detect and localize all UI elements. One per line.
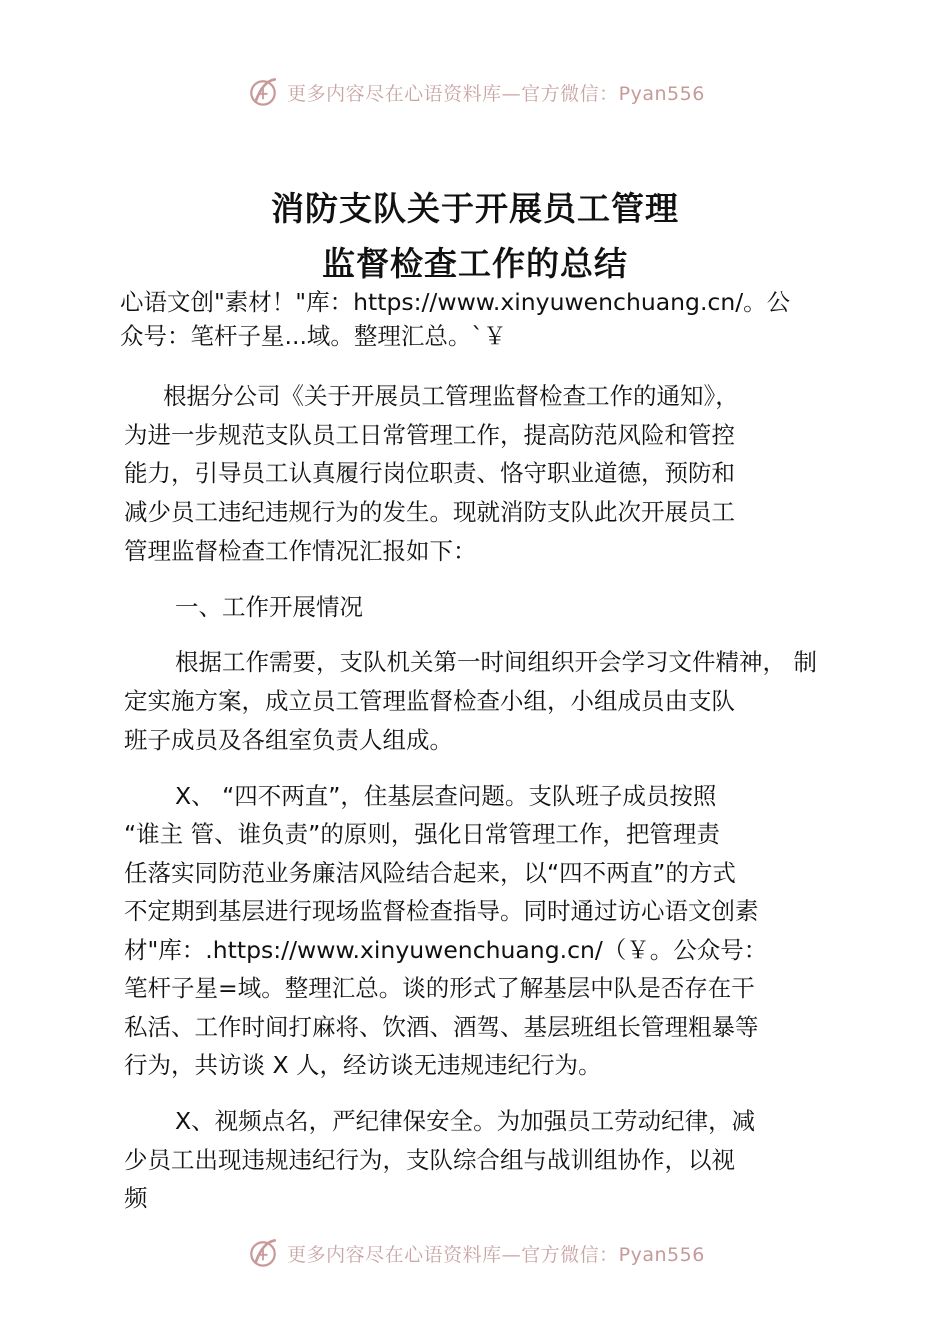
- watermark-banner-top: [0, 72, 950, 112]
- watermark-wechat: Pyan556: [618, 82, 705, 105]
- paragraph-line: 频: [124, 1184, 148, 1212]
- paragraph-line: 材"库：.https://www.xinyuwenchuang.cn/（￥。公众号：: [124, 936, 768, 964]
- paragraph-line: X、视频点名，严纪律保安全。为加强员工劳动纪律，减: [175, 1107, 756, 1135]
- paragraph-line: X、 “四不两直”，住基层查问题。支队班子成员按照: [175, 782, 717, 810]
- paragraph-line: 不定期到基层进行现场监督检查指导。同时通过访心语文创素: [124, 897, 759, 925]
- logo-icon: [245, 74, 281, 110]
- section-heading: 一、工作开展情况: [175, 593, 363, 621]
- document-title-line-2: 监督检查工作的总结: [322, 244, 628, 283]
- logo-icon: [245, 1235, 281, 1271]
- source-note-line: 心语文创"素材！"库：https://www.xinyuwenchuang.cn/。公: [120, 288, 791, 316]
- paragraph-line: 为进一步规范支队员工日常管理工作，提高防范风险和管控: [124, 421, 735, 449]
- document-title-line-1: 消防支队关于开展员工管理: [271, 189, 679, 228]
- paragraph-line: 班子成员及各组室负责人组成。: [124, 726, 453, 754]
- watermark-wechat: Pyan556: [618, 1243, 705, 1266]
- paragraph-line: 私活、工作时间打麻将、饮酒、酒驾、基层班组长管理粗暴等: [124, 1013, 759, 1041]
- paragraph-line: 管理监督检查工作情况汇报如下：: [124, 537, 477, 565]
- paragraph-line: 能力，引导员工认真履行岗位职责、恪守职业道德，预防和: [124, 459, 735, 487]
- paragraph-line: 减少员工违纪违规行为的发生。现就消防支队此次开展员工: [124, 498, 735, 526]
- source-note-line: 众号：笔杆子星...域。整理汇总。`￥: [120, 322, 507, 350]
- watermark-banner-bottom: [0, 1233, 950, 1273]
- paragraph-line: 少员工出现违规违纪行为，支队综合组与战训组协作，以视: [124, 1146, 735, 1174]
- paragraph-line: 任落实同防范业务廉洁风险结合起来，以“四不两直”的方式: [124, 859, 736, 887]
- paragraph-line: 定实施方案，成立员工管理监督检查小组，小组成员由支队: [124, 687, 735, 715]
- paragraph-line: 根据工作需要，支队机关第一时间组织开会学习文件精神， 制: [175, 648, 817, 676]
- paragraph-line: 根据分公司《关于开展员工管理监督检查工作的通知》，: [163, 382, 739, 410]
- paragraph-line: “谁主 管、谁负责”的原则，强化日常管理工作，把管理责: [124, 820, 720, 848]
- paragraph-line: 笔杆子星=域。整理汇总。谈的形式了解基层中队是否存在干: [124, 974, 755, 1002]
- watermark-text: 更多内容尽在心语资料库—官方微信：: [287, 1243, 619, 1266]
- watermark-text: 更多内容尽在心语资料库—官方微信：: [287, 82, 619, 105]
- paragraph-line: 行为，共访谈 X 人，经访谈无违规违纪行为。: [124, 1051, 602, 1079]
